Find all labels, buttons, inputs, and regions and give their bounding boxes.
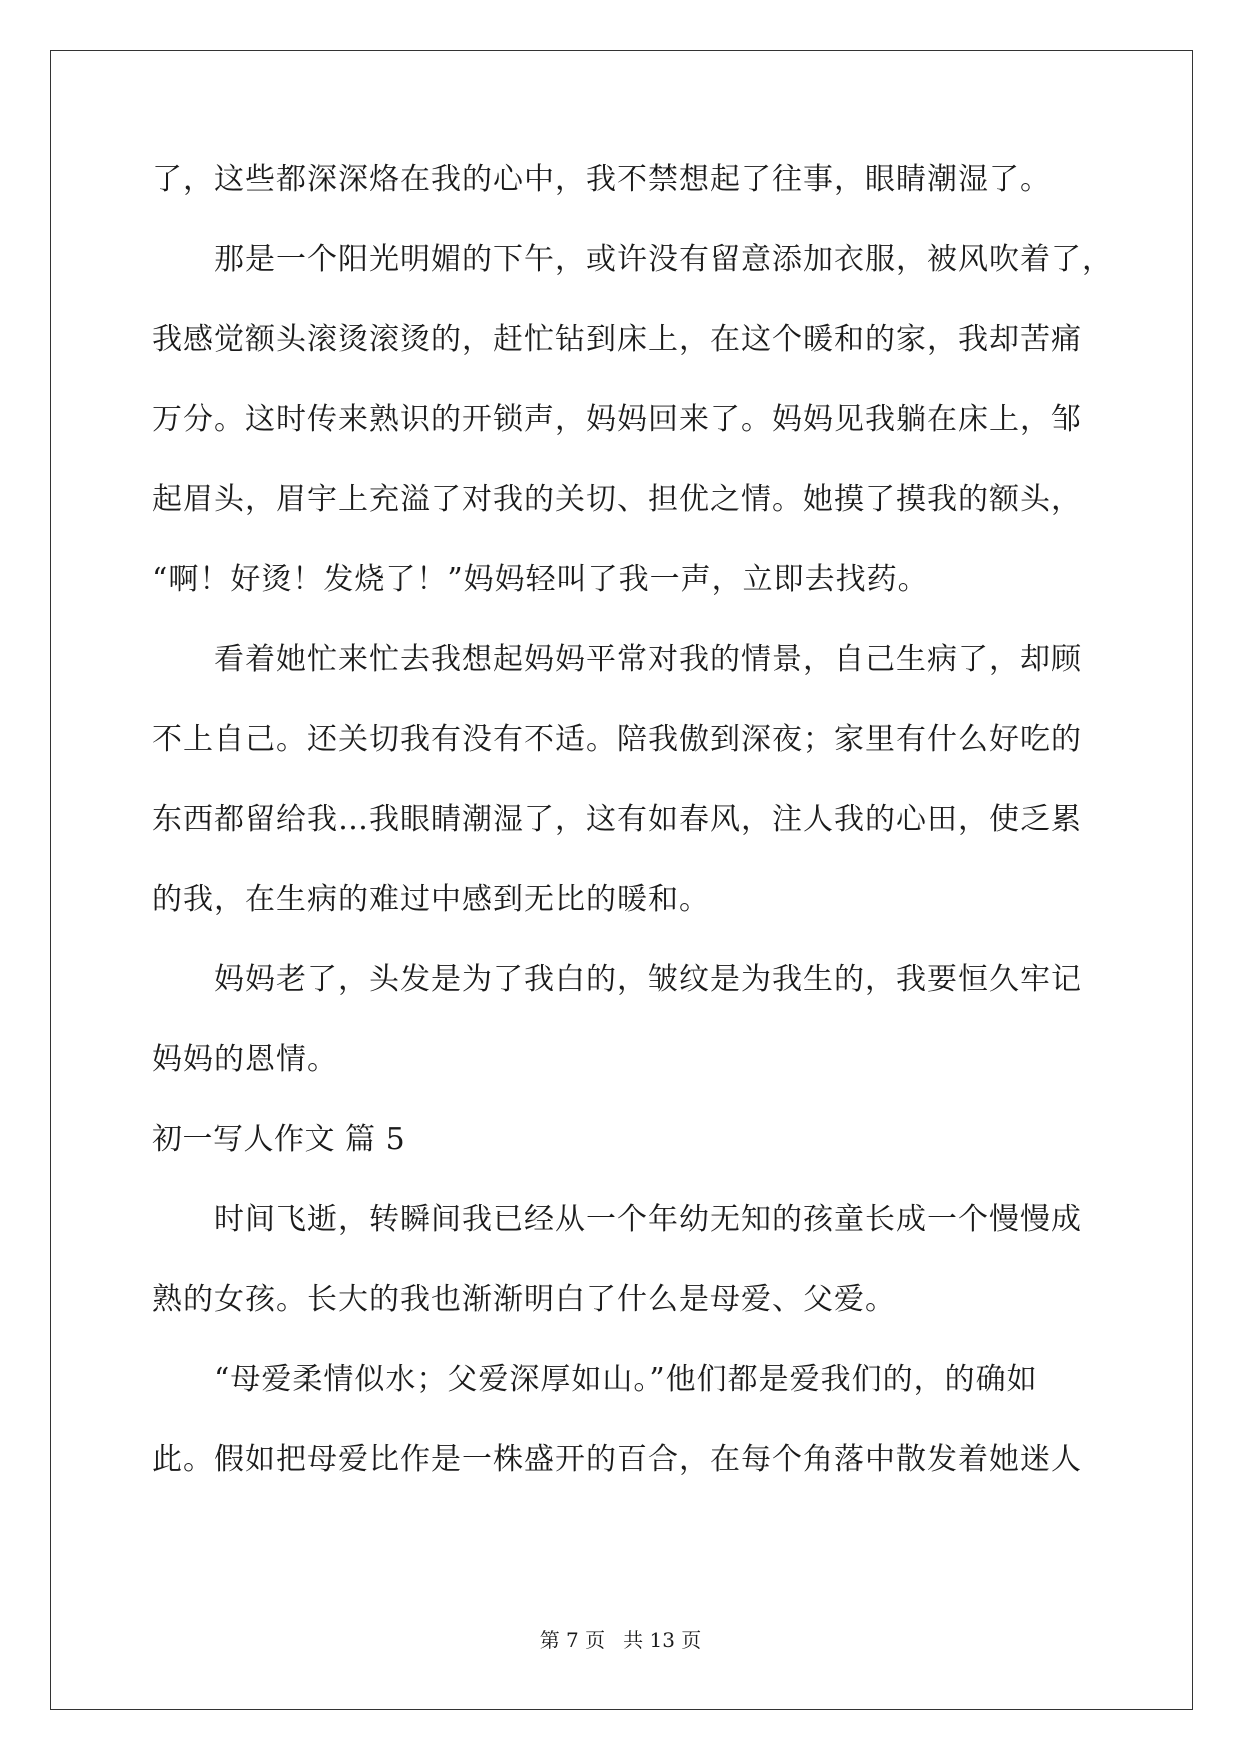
text-line: 看着她忙来忙去我想起妈妈平常对我的情景，自己生病了，却顾 (214, 642, 1082, 677)
text-line: 不上自己。还关切我有没有不适。陪我傲到深夜；家里有什么好吃的 (152, 722, 1082, 757)
text-line: 的我，在生病的难过中感到无比的暖和。 (152, 882, 710, 917)
text-line: “母爱柔情似水；父爱深厚如山。”他们都是爱我们的，的确如 (214, 1362, 1038, 1397)
document-body (152, 160, 1113, 1520)
text-line: 妈妈老了，头发是为了我白的，皱纹是为我生的，我要恒久牢记 (214, 962, 1082, 997)
text-line: 了，这些都深深烙在我的心中，我不禁想起了往事，眼睛潮湿了。 (152, 162, 1051, 197)
text-line: “啊！好烫！发烧了！”妈妈轻叫了我一声，立即去找药。 (152, 562, 929, 597)
text-line: 起眉头，眉宇上充溢了对我的关切、担优之情。她摸了摸我的额头， (152, 482, 1082, 517)
text-line: 那是一个阳光明媚的下午，或许没有留意添加衣服，被风吹着了， (214, 242, 1113, 277)
text-line: 万分。这时传来熟识的开锁声，妈妈回来了。妈妈见我躺在床上，邹 (152, 402, 1082, 437)
text-line: 东西都留给我…我眼睛潮湿了，这有如春风，注人我的心田，使乏累 (152, 802, 1082, 837)
page-number-current: 第 7 页 (539, 1628, 606, 1652)
page-number-total: 共 13 页 (623, 1628, 702, 1652)
section-heading: 初一写人作文 篇 5 (152, 1122, 406, 1157)
text-line: 熟的女孩。长大的我也渐渐明白了什么是母爱、父爱。 (152, 1282, 896, 1317)
page-footer (0, 1628, 1241, 1652)
text-line: 时间飞逝，转瞬间我已经从一个年幼无知的孩童长成一个慢慢成 (214, 1202, 1082, 1237)
text-line: 此。假如把母爱比作是一株盛开的百合，在每个角落中散发着她迷人 (152, 1442, 1082, 1477)
text-line: 我感觉额头滚烫滚烫的，赶忙钻到床上，在这个暖和的家，我却苦痛 (152, 322, 1082, 357)
text-line: 妈妈的恩情。 (152, 1042, 338, 1077)
